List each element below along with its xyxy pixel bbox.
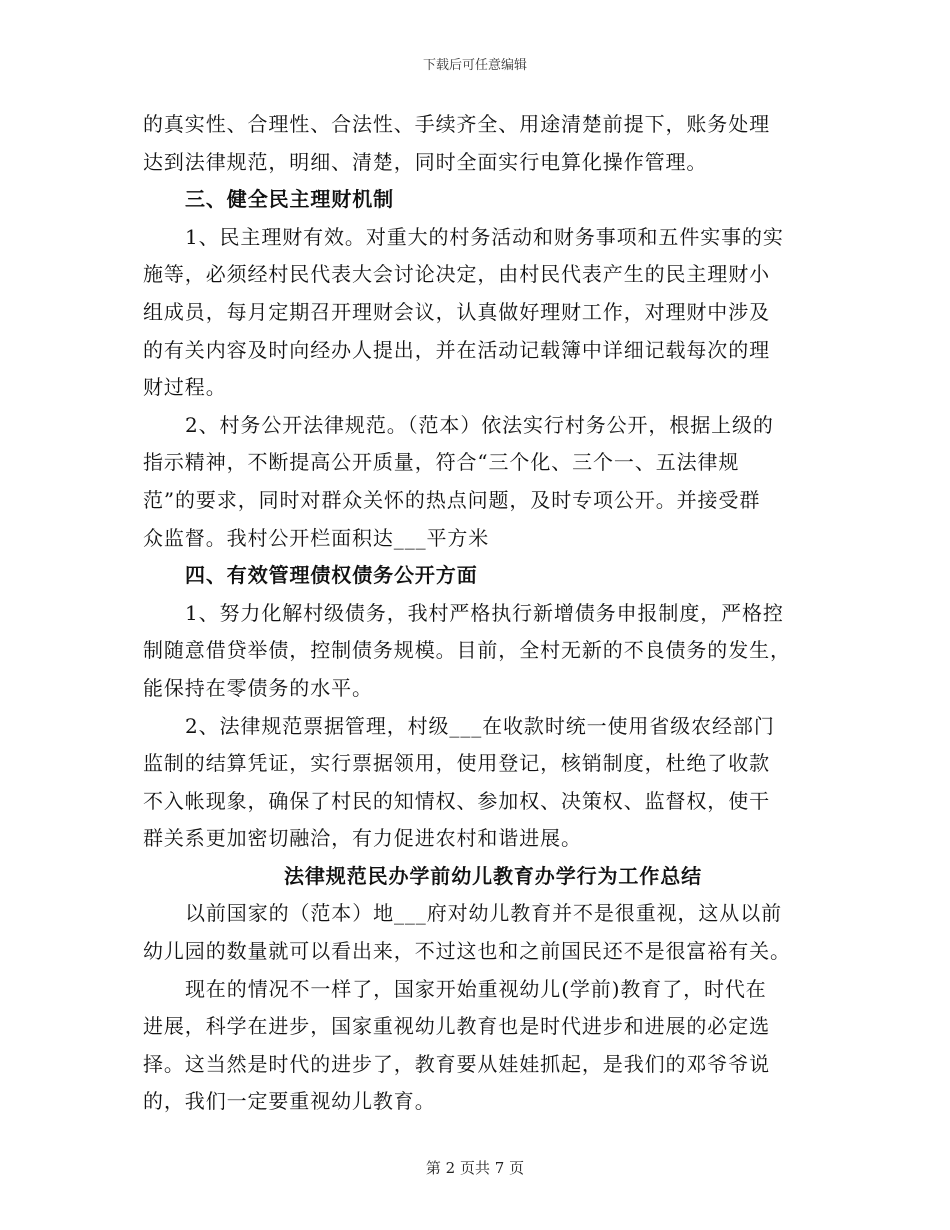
paragraph-first-line: 现在的情况不一样了，国家开始重视幼儿(学前)教育了，时代在 (185, 976, 767, 1001)
document-title: 法律规范民办学前幼儿教育办学行为工作总结 (284, 863, 702, 888)
paragraph-line: 不入帐现象，确保了村民的知情权、参加权、决策权、监督权，使干 (143, 788, 770, 813)
paragraph-first-line: 1、努力化解村级债务，我村严格执行新增债务申报制度，严格控 (185, 600, 784, 625)
paragraph-line: 群关系更加密切融洽，有力促进农村和谐进展。 (143, 826, 582, 851)
paragraph-line: 施等，必须经村民代表大会讨论决定，由村民代表产生的民主理财小 (143, 262, 770, 287)
paragraph-line: 的真实性、合理性、合法性、手续齐全、用途清楚前提下，账务处理 (143, 112, 770, 136)
document-body (143, 106, 813, 1121)
paragraph-line: 财过程。 (143, 375, 227, 400)
paragraph-line: 众监督。我村公开栏面积达___平方米 (143, 525, 490, 550)
paragraph-first-line: 1、民主理财有效。对重大的村务活动和财务事项和五件实事的实 (185, 224, 784, 249)
paragraph-line: 指示精神，不断提高公开质量，符合“三个化、三个一、五法律规 (143, 450, 740, 475)
section-heading: 四、有效管理债权债务公开方面 (185, 563, 478, 588)
paragraph-line: 监制的结算凭证，实行票据领用，使用登记，核销制度，杜绝了收款 (143, 751, 770, 776)
paragraph-line: 组成员，每月定期召开理财会议，认真做好理财工作，对理财中涉及 (143, 299, 770, 324)
paragraph-line: 制随意借贷举债，控制债务规模。目前，全村无新的不良债务的发生， (143, 638, 791, 663)
paragraph-line: 择。这当然是时代的进步了，教育要从娃娃抓起，是我们的邓爷爷说 (143, 1051, 770, 1076)
paragraph-line: 能保持在零债务的水平。 (143, 675, 373, 700)
paragraph-first-line: 2、法律规范票据管理，村级___在收款时统一使用省级农经部门 (185, 713, 775, 738)
page-footer: 第 2 页共 7 页 (425, 1159, 525, 1177)
paragraph-line: 范”的要求，同时对群众关怀的热点问题，及时专项公开。并接受群 (143, 487, 761, 512)
page-header: 下载后可任意编辑 (422, 58, 527, 73)
paragraph-first-line: 以前国家的（范本）地___府对幼儿教育并不是很重视，这从以前 (185, 901, 782, 926)
section-heading: 三、健全民主理财机制 (185, 187, 394, 212)
paragraph-line: 达到法律规范，明细、清楚，同时全面实行电算化操作管理。 (143, 149, 708, 174)
paragraph-line: 幼儿园的数量就可以看出来，不过这也和之前国民还不是很富裕有关。 (143, 939, 791, 964)
paragraph-line: 进展，科学在进步，国家重视幼儿教育也是时代进步和进展的必定选 (143, 1014, 770, 1039)
paragraph-first-line: 2、村务公开法律规范。（范本）依法实行村务公开，根据上级的 (185, 412, 774, 437)
paragraph-line: 的有关内容及时向经办人提出，并在活动记载簿中详细记载每次的理 (143, 337, 770, 362)
paragraph-line: 的，我们一定要重视幼儿教育。 (143, 1089, 436, 1114)
